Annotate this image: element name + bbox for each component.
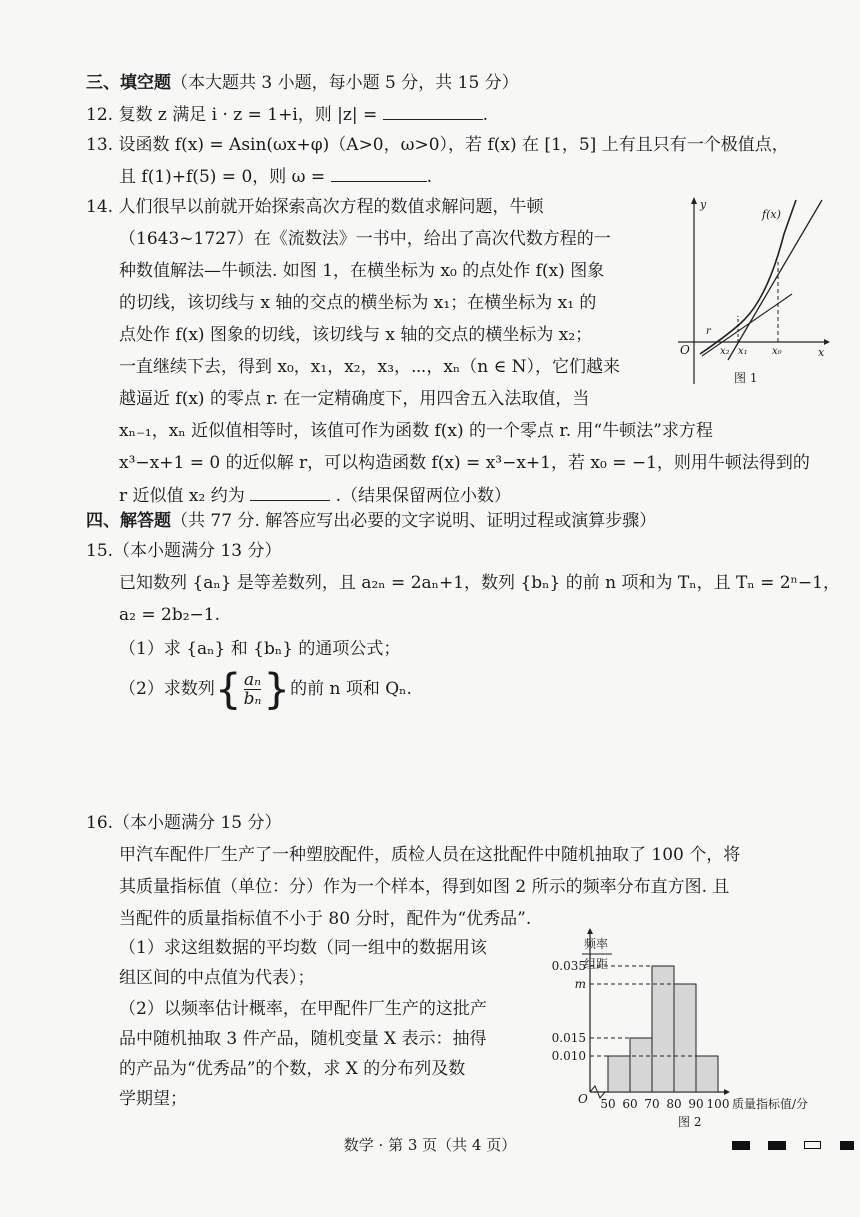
fig1-x2-label: x₂: [720, 346, 730, 357]
hist-bar-4: [696, 1056, 718, 1092]
q16-part-line-4: 的产品为“优秀品”的个数，求 X 的分布列及数: [119, 1059, 466, 1079]
q12-answer-blank[interactable]: [383, 101, 483, 120]
hist-x-tick-4: 90: [688, 1097, 704, 1111]
q15-fraction: [244, 671, 262, 708]
hist-x-tick-5: 100: [706, 1097, 730, 1111]
q12-end: .: [482, 105, 489, 125]
q13-end: .: [426, 167, 432, 187]
q14-line-0: 14. 人们很早以前就开始探索高次方程的数值求解问题，牛顿: [86, 197, 544, 217]
fig1-r-label: r: [706, 326, 711, 337]
hist-origin: O: [578, 1092, 588, 1106]
fig1-origin: O: [680, 343, 690, 357]
q15-frac-num: aₙ: [243, 670, 261, 690]
fig1-x-arrow: [824, 339, 830, 345]
q16-part-line-1: 组区间的中点值为代表）；: [119, 968, 315, 988]
q15-part1: （1）求 {aₙ} 和 {bₙ} 的通项公式；: [119, 639, 401, 659]
fig1-caption: 图 1: [734, 371, 758, 385]
hist-y-tick-1: m: [574, 977, 586, 991]
q14-line-7: xₙ₋₁，xₙ 近似值相等时，该值可作为函数 f(x) 的一个零点 r. 用“牛顿法”求方程: [119, 421, 713, 441]
section4-header: [86, 508, 656, 534]
hist-x-tick-0: 50: [600, 1097, 616, 1111]
fig1-y-label: y: [700, 198, 707, 211]
q15-brace-right: }: [263, 664, 291, 714]
fig1-x0-label: x₀: [772, 346, 782, 357]
marker-square-1: [732, 1141, 750, 1150]
section3-note: （本大题共 3 小题，每小题 5 分，共 15 分）: [171, 73, 519, 93]
hist-y-tick-2: 0.015: [551, 1031, 586, 1045]
q15-part2-suffix: 的前 n 项和 Qₙ.: [290, 679, 412, 699]
q15-part2-prefix: （2）求数列: [119, 679, 215, 699]
q16-part-line-2: （2）以频率估计概率，在甲配件厂生产的这批产: [119, 999, 487, 1019]
marker-square-3: [804, 1141, 821, 1149]
q15-frac-den: bₙ: [243, 689, 262, 709]
q15-brace-left: {: [214, 664, 242, 714]
q14-line-1: （1643~1727）在《流数法》一书中，给出了高次代数方程的一: [119, 229, 611, 249]
marker-square-2: [768, 1141, 786, 1150]
q14-last-suffix: .（结果保留两位小数）: [335, 486, 511, 506]
q16-title: 16.（本小题满分 15 分）: [86, 813, 282, 833]
fig1-curve: [700, 200, 796, 354]
question-12: [86, 101, 488, 128]
hist-bar-2: [652, 966, 674, 1092]
section4-note: （共 77 分. 解答应写出必要的文字说明、证明过程或演算步骤）: [171, 511, 657, 531]
page-footer: 数学 · 第 3 页（共 4 页）: [343, 1136, 517, 1154]
q16-line1: 甲汽车配件厂生产了一种塑胶配件，质检人员在这批配件中随机抽取了 100 个，将: [119, 845, 741, 865]
hist-y-tick-3: 0.010: [551, 1049, 586, 1063]
q16-part-line-3: 品中随机抽取 3 件产品，随机变量 X 表示：抽得: [119, 1029, 487, 1049]
q14-line-5: 一直继续下去，得到 x₀，x₁，x₂，x₃，⋯，xₙ（n ∈ N），它们越来: [119, 357, 620, 377]
q16-line2: 其质量指标值（单位：分）作为一个样本，得到如图 2 所示的频率分布直方图. 且: [119, 877, 730, 897]
q13-line1: 13. 设函数 f(x) = Asin(ωx+φ)（A>0，ω>0），若 f(x) 在 [1，5] 上有且只有一个极值点，: [86, 135, 789, 155]
hist-ylabel-bottom: 组距: [583, 957, 609, 971]
q14-line-3: 的切线，该切线与 x 轴的交点的横坐标为 x₁；在横坐标为 x₁ 的: [119, 293, 597, 313]
q14-answer-blank[interactable]: [250, 482, 330, 501]
q13-answer-blank[interactable]: [331, 163, 427, 182]
q15-title: 15.（本小题满分 13 分）: [86, 541, 282, 561]
q15-line2: a₂ = 2b₂−1.: [119, 605, 220, 625]
hist-ylabel-top: 频率: [583, 937, 609, 951]
figure-2-histogram: [540, 928, 810, 1134]
section3-heading: 三、填空题: [86, 73, 171, 93]
fig1-curve-label: f(x): [762, 208, 781, 221]
hist-bar-1: [630, 1038, 652, 1092]
hist-bar-3: [674, 984, 696, 1092]
hist-x-tick-3: 80: [666, 1097, 682, 1111]
q12-text: 12. 复数 z 满足 i · z = 1+i，则 |z| =: [86, 105, 378, 125]
hist-x-tick-2: 70: [644, 1097, 660, 1111]
hist-caption: 图 2: [678, 1115, 702, 1129]
q16-part-line-0: （1）求这组数据的平均数（同一组中的数据用该: [119, 938, 487, 958]
hist-xlabel: 质量指标值/分: [732, 1097, 809, 1111]
fig1-x-label: x: [818, 346, 825, 359]
q15-part2: [119, 666, 412, 713]
q14-line-8: x³−x+1 = 0 的近似解 r，可以构造函数 f(x) = x³−x+1，若 x₀ = −1，则用牛顿法得到的: [119, 453, 810, 473]
section3-header: [86, 70, 519, 96]
hist-y-tick-0: 0.035: [551, 959, 586, 973]
fig1-x1-label: x₁: [738, 346, 748, 357]
hist-x-arrow: [724, 1089, 730, 1095]
q14-line-4: 点处作 f(x) 图象的切线，该切线与 x 轴的交点的横坐标为 x₂；: [119, 325, 593, 345]
q14-last-prefix: r 近似值 x₂ 约为: [119, 486, 245, 506]
q16-part-line-5: 学期望；: [119, 1089, 187, 1109]
fig1-y-arrow: [691, 197, 697, 204]
q14-last-line: [119, 482, 511, 509]
q13-line2-wrap: [119, 163, 432, 190]
figure-1: [672, 192, 832, 392]
marker-square-4: [840, 1141, 854, 1150]
q16-line3: 当配件的质量指标值不小于 80 分时，配件为“优秀品”.: [119, 909, 532, 929]
hist-x-tick-1: 60: [622, 1097, 638, 1111]
hist-bar-0: [608, 1056, 630, 1092]
q14-line-2: 种数值解法—牛顿法. 如图 1，在横坐标为 x₀ 的点处作 f(x) 图象: [119, 261, 605, 281]
q13-line2: 且 f(1)+f(5) = 0，则 ω =: [119, 167, 326, 187]
hist-y-arrow: [587, 928, 593, 934]
fig1-tangent-x0: [728, 200, 822, 360]
q14-line-6: 越逼近 f(x) 的零点 r. 在一定精确度下，用四舍五入法取值，当: [119, 389, 590, 409]
section4-heading: 四、解答题: [86, 511, 171, 531]
q15-line1: 已知数列 {aₙ} 是等差数列，且 a₂ₙ = 2aₙ+1，数列 {bₙ} 的前 n 项和为 Tₙ，且 Tₙ = 2ⁿ−1，: [119, 573, 840, 593]
